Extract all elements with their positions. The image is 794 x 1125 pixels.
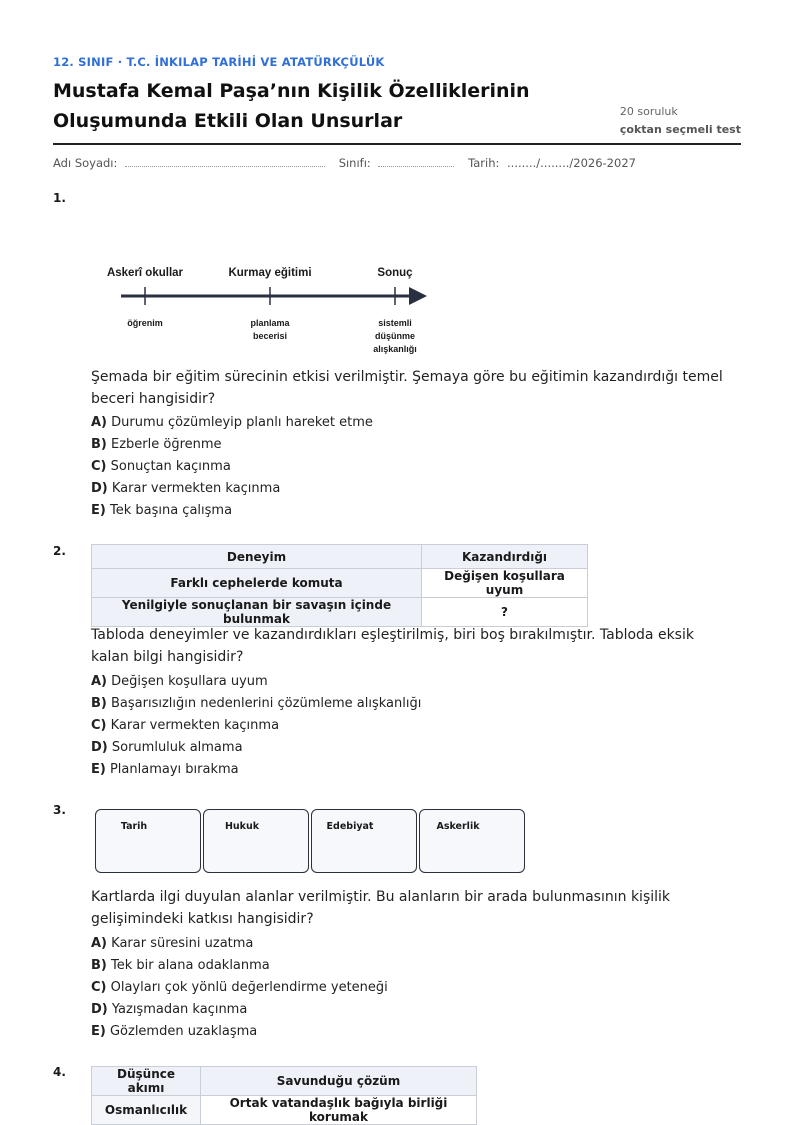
question-2-table (91, 544, 588, 627)
title-line-2: Oluşumunda Etkili Olan Unsurlar (53, 110, 403, 132)
subject-label: 12. SINIF · T.C. İNKILAP TARİHİ VE ATATÜRKÇÜLÜK (53, 55, 385, 69)
card-military: Askerlik (419, 809, 525, 873)
card-law: Hukuk (203, 809, 309, 873)
option-c[interactable]: C) Karar vermekten kaçınma (91, 718, 280, 733)
question-3-options (91, 933, 388, 1043)
option-e[interactable]: E) Tek başına çalışma (91, 503, 233, 518)
date-value[interactable]: ......../......../2026-2027 (507, 156, 636, 170)
table-header-solution: Savunduğu çözüm (201, 1067, 477, 1096)
table-row: Farklı cephelerde komuta Değişen koşullara uyum (92, 569, 588, 598)
option-d[interactable]: D) Yazışmadan kaçınma (91, 1002, 248, 1017)
name-label: Adı Soyadı: (53, 156, 118, 170)
timeline-label-bottom-1: öğrenim (127, 318, 163, 328)
class-field[interactable] (378, 156, 454, 167)
table-row: Yenilgiyle sonuçlanan bir savaşın içinde bulunmak ? (92, 598, 588, 627)
test-type: çoktan seçmeli test (619, 123, 741, 136)
question-count: 20 soruluk (619, 105, 678, 118)
option-b[interactable]: B) Başarısızlığın nedenlerini çözümleme alışkanlığı (91, 696, 422, 711)
table-header-gain: Kazandırdığı (422, 545, 588, 569)
timeline-label-bottom-2b: becerisi (252, 331, 288, 341)
education-timeline (97, 258, 437, 363)
option-e[interactable]: E) Planlamayı bırakma (91, 762, 239, 777)
option-b[interactable]: B) Tek bir alana odaklanma (91, 958, 270, 973)
timeline-label-bottom-3b: düşünme (374, 331, 416, 341)
option-b[interactable]: B) Ezberle öğrenme (91, 437, 222, 452)
test-meta (620, 103, 741, 139)
question-2-options (91, 671, 421, 781)
card-literature: Edebiyat (311, 809, 417, 873)
name-field[interactable] (125, 156, 325, 167)
option-d[interactable]: D) Karar vermekten kaçınma (91, 481, 281, 496)
question-2-number: 2. (53, 544, 66, 558)
date-label: Tarih: (468, 156, 500, 170)
option-a[interactable]: A) Değişen koşullara uyum (91, 674, 268, 689)
timeline-label-top-3: Sonuç (377, 267, 413, 279)
student-info-row (53, 156, 741, 170)
question-2-text: Tabloda deneyimler ve kazandırdıkları eşleştirilmiş, biri boş bırakılmıştır. Tabloda eksik kalan bilgi hangisidir? (91, 627, 694, 665)
question-1-number: 1. (53, 191, 66, 205)
table-header-experience: Deneyim (92, 545, 422, 569)
option-c[interactable]: C) Olayları çok yönlü değerlendirme yeteneği (91, 980, 388, 995)
timeline-label-bottom-3a: sistemli (378, 318, 412, 328)
question-1-options (91, 412, 373, 522)
timeline-label-bottom-2a: planlama (250, 318, 290, 328)
question-3-text: Kartlarda ilgi duyulan alanlar verilmiştir. Bu alanların bir arada bulunmasının kişilik gelişimindeki katkısı hangisidir? (91, 889, 671, 927)
option-e[interactable]: E) Gözlemden uzaklaşma (91, 1024, 258, 1039)
option-a[interactable]: A) Durumu çözümleyip planlı hareket etme (91, 415, 373, 430)
timeline-label-bottom-3c: alışkanlığı (373, 344, 417, 354)
table-header-movement: Düşünce akımı (92, 1067, 201, 1096)
page-title (53, 76, 573, 136)
question-4-table (91, 1066, 477, 1125)
timeline-label-top-2: Kurmay eğitimi (228, 267, 312, 279)
option-a[interactable]: A) Karar süresini uzatma (91, 936, 254, 951)
timeline-arrowhead (409, 287, 427, 305)
table-row: Osmanlıcılık Ortak vatandaşlık bağıyla birliği korumak (92, 1096, 477, 1125)
interest-cards (95, 809, 531, 875)
question-3-number: 3. (53, 803, 66, 817)
title-line-1: Mustafa Kemal Paşa’nın Kişilik Özelliklerinin (53, 80, 530, 102)
timeline-label-top-1: Askerî okullar (106, 267, 184, 279)
question-1-text: Şemada bir eğitim sürecinin etkisi verilmiştir. Şemaya göre bu eğitimin kazandırdığı temel beceri hangisidir? (91, 369, 723, 407)
card-history: Tarih (95, 809, 201, 873)
option-c[interactable]: C) Sonuçtan kaçınma (91, 459, 231, 474)
class-label: Sınıfı: (338, 156, 371, 170)
question-4-number: 4. (53, 1065, 66, 1079)
header-rule (53, 143, 741, 145)
option-d[interactable]: D) Sorumluluk almama (91, 740, 243, 755)
